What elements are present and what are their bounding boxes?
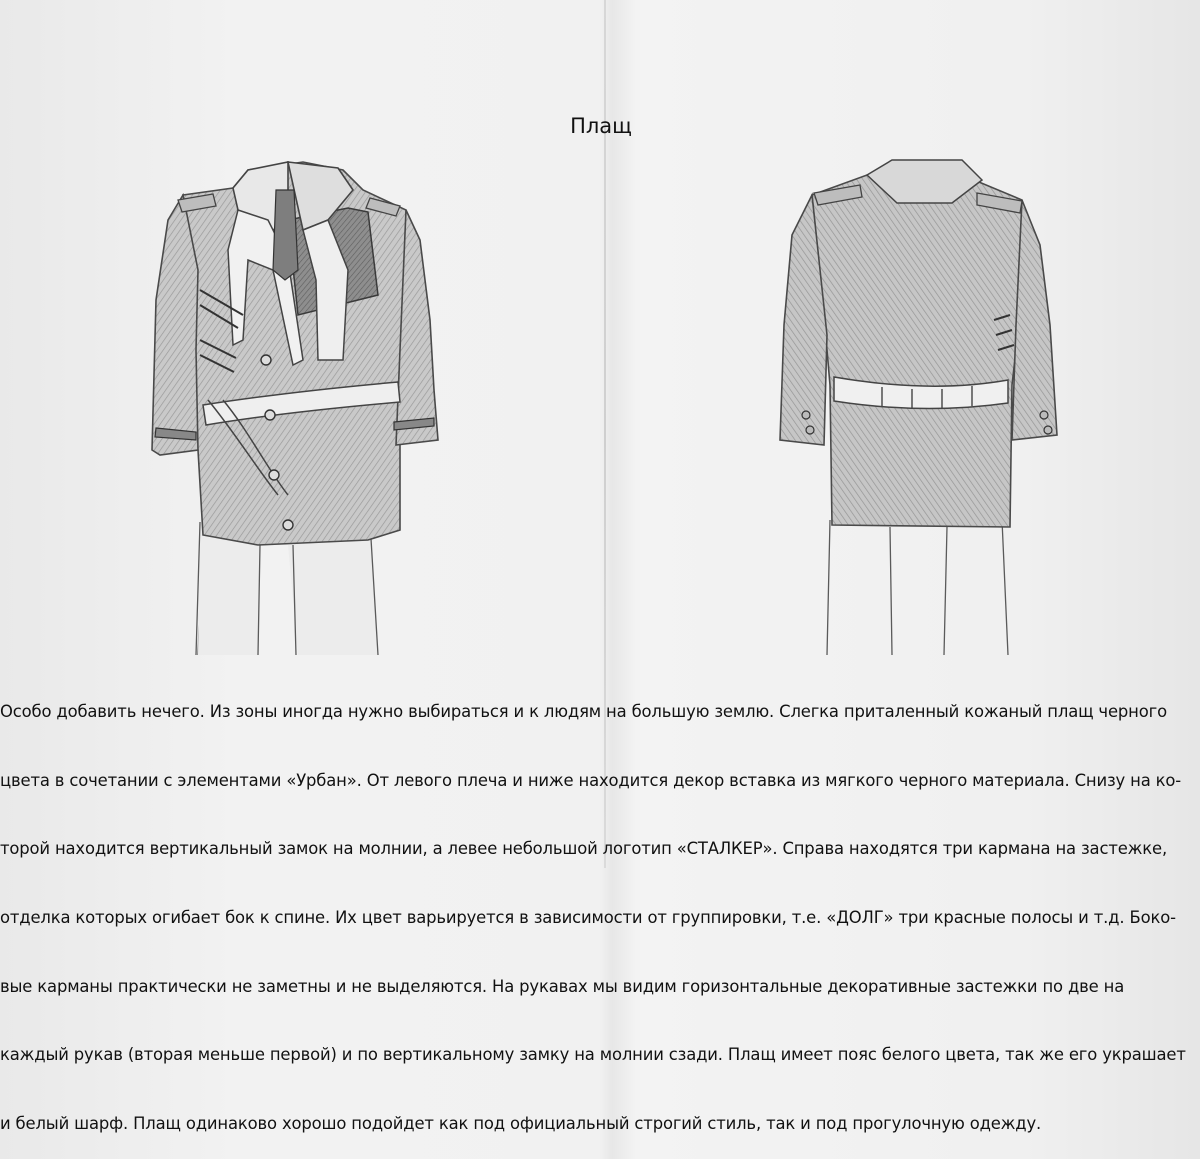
page-title: Плащ xyxy=(570,114,632,138)
description-line: вые карманы практически не заметны и не выделяются. На рукавах мы видим горизонтальные декоративные застежки по две на xyxy=(0,976,1125,996)
description-line: каждый рукав (вторая меньше первой) и по вертикальному замку на молнии сзади. Плащ имеет пояс белого цвета, так же его украшает xyxy=(0,1045,1186,1065)
description-line: отделка которых огибает бок к спине. Их цвет варьируется в зависимости от группировки, т.е. «ДОЛГ» три красные полосы и т.д. Боко- xyxy=(0,907,1176,927)
description-line: и белый шарф. Плащ одинаково хорошо подойдет как под официальный строгий стиль, так и под прогулочную одежду. xyxy=(0,1114,1042,1134)
description-text xyxy=(0,655,1200,1159)
coat-front-sketch xyxy=(138,150,468,655)
description-line: Особо добавить нечего. Из зоны иногда нужно выбираться и к людям на большую землю. Слегка приталенный кожаный плащ черного xyxy=(0,701,1167,721)
description-line: цвета в сочетании с элементами «Урбан». От левого плеча и ниже находится декор вставка из мягкого черного материала. Снизу на ко- xyxy=(0,770,1182,790)
description-line: торой находится вертикальный замок на молнии, а левее небольшой логотип «СТАЛКЕР». Справа находятся три кармана на застежке, xyxy=(0,839,1168,859)
coat-back-sketch xyxy=(772,155,1067,655)
